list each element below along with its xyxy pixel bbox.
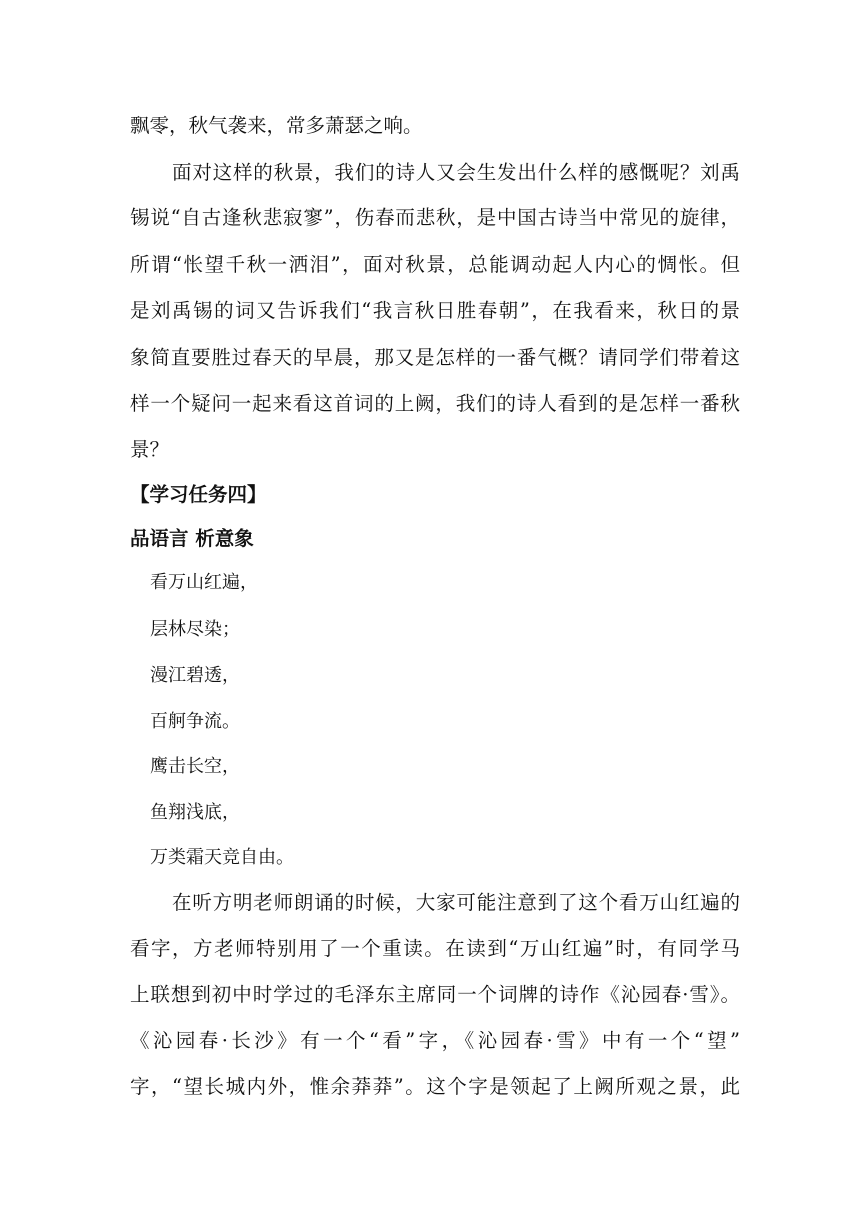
poem-line: 看万山红遍， bbox=[150, 572, 258, 593]
task-heading: 【学习任务四】 bbox=[130, 483, 267, 506]
paragraph-3-line: 《沁园春·长沙》有一个“看”字，《沁园春·雪》中有一个“望” bbox=[130, 1029, 740, 1052]
paragraph-2-line: 面对这样的秋景，我们的诗人又会生发出什么样的感慨呢？刘禹 bbox=[172, 161, 740, 184]
poem-line: 鱼翔浅底， bbox=[150, 802, 240, 823]
poem-line: 层林尽染； bbox=[150, 619, 240, 640]
paragraph-3-line: 在听方明老师朗诵的时候，大家可能注意到了这个看万山红遍的 bbox=[172, 891, 740, 914]
paragraph-2-line: 象简直要胜过春天的早晨，那又是怎样的一番气概？请同学们带着这 bbox=[130, 346, 740, 369]
paragraph-3-line: 字，“望长城内外，惟余莽莽”。这个字是领起了上阙所观之景，此 bbox=[130, 1075, 740, 1098]
paragraph-2-line: 是刘禹锡的词又告诉我们“我言秋日胜春朝”，在我看来，秋日的景 bbox=[130, 299, 740, 322]
paragraph-3-line: 上联想到初中时学过的毛泽东主席同一个词牌的诗作《沁园春·雪》。 bbox=[130, 983, 740, 1006]
task-subtitle: 品语言 析意象 bbox=[130, 527, 254, 550]
paragraph-2-line: 景？ bbox=[130, 438, 170, 461]
paragraph-2-line: 所谓“怅望千秋一洒泪”，面对秋景，总能调动起人内心的惆怅。但 bbox=[130, 253, 740, 276]
poem-line: 百舸争流。 bbox=[150, 711, 240, 732]
poem-line: 漫江碧透， bbox=[150, 665, 240, 686]
paragraph-2-line: 锡说“自古逢秋悲寂寥”，伤春而悲秋，是中国古诗当中常见的旋律， bbox=[130, 206, 740, 229]
poem-line: 鹰击长空， bbox=[150, 756, 240, 777]
paragraph-2-line: 样一个疑问一起来看这首词的上阙，我们的诗人看到的是怎样一番秋 bbox=[130, 392, 740, 415]
poem-line: 万类霜天竞自由。 bbox=[150, 847, 294, 868]
paragraph-3-line: 看字，方老师特别用了一个重读。在读到“万山红遍”时，有同学马 bbox=[130, 937, 740, 960]
paragraph-1-line: 飘零，秋气袭来，常多萧瑟之响。 bbox=[130, 114, 423, 137]
